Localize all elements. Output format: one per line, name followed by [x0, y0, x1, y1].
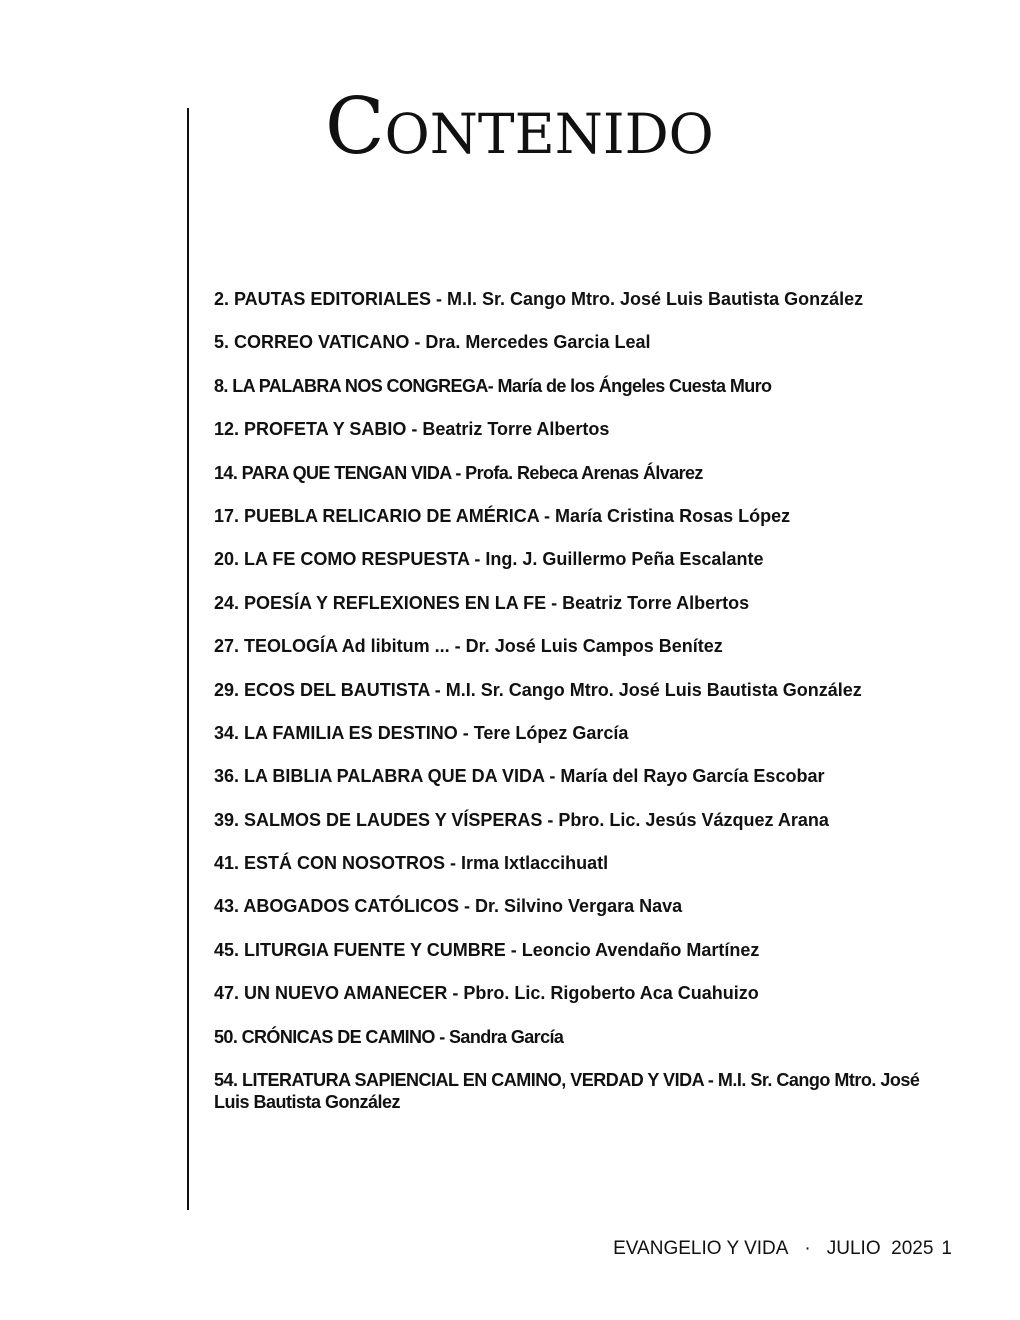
toc-entry: 39. SALMOS DE LAUDES Y VÍSPERAS - Pbro. Lic. Jesús Vázquez Arana	[214, 809, 829, 830]
page-footer	[613, 1238, 952, 1260]
vertical-rule	[187, 108, 189, 1210]
toc-entry: 24. POESÍA Y REFLEXIONES EN LA FE - Beatriz Torre Albertos	[214, 592, 750, 613]
toc-entry: 29. ECOS DEL BAUTISTA - M.I. Sr. Cango Mtro. José Luis Bautista González	[214, 679, 862, 700]
toc-entry: 36. LA BIBLIA PALABRA QUE DA VIDA - María del Rayo García Escobar	[214, 766, 825, 787]
toc-entry: 27. TEOLOGÍA Ad libitum ... - Dr. José Luis Campos Benítez	[214, 636, 723, 657]
footer-separator: ·	[804, 1238, 811, 1259]
toc-entry: 2. PAUTAS EDITORIALES - M.I. Sr. Cango Mtro. José Luis Bautista González	[214, 289, 864, 309]
toc-entry: 41. ESTÁ CON NOSOTROS - Irma Ixtlaccihuatl	[214, 853, 609, 874]
footer-publication: EVANGELIO Y VIDA	[613, 1238, 789, 1259]
table-of-contents	[214, 288, 974, 1134]
toc-entry: 54. LITERATURA SAPIENCIAL EN CAMINO, VERDAD Y VIDA - M.I. Sr. Cango Mtro. José Luis Bautista González	[214, 1070, 920, 1113]
toc-entry: 14. PARA QUE TENGAN VIDA - Profa. Rebeca Arenas Álvarez	[214, 462, 703, 483]
toc-entry: 5. CORREO VATICANO - Dra. Mercedes Garcia Leal	[214, 332, 651, 353]
toc-entry: 45. LITURGIA FUENTE Y CUMBRE - Leoncio Avendaño Martínez	[214, 939, 760, 960]
toc-entry: 17. PUEBLA RELICARIO DE AMÉRICA - María Cristina Rosas López	[214, 505, 791, 526]
toc-entry: 8. LA PALABRA NOS CONGREGA- María de los Ángeles Cuesta Muro	[214, 375, 772, 396]
page-title: Contenido	[325, 82, 714, 172]
toc-entry: 34. LA FAMILIA ES DESTINO - Tere López García	[214, 722, 629, 743]
footer-issue: JULIO 2025	[826, 1238, 934, 1259]
toc-entry: 50. CRÓNICAS DE CAMINO - Sandra García	[214, 1026, 564, 1047]
toc-entry: 47. UN NUEVO AMANECER - Pbro. Lic. Rigoberto Aca Cuahuizo	[214, 983, 759, 1004]
toc-entry: 20. LA FE COMO RESPUESTA - Ing. J. Guillermo Peña Escalante	[214, 549, 764, 570]
page-number: 1	[941, 1238, 952, 1259]
toc-entry: 12. PROFETA Y SABIO - Beatriz Torre Albertos	[214, 419, 610, 440]
toc-entry: 43. ABOGADOS CATÓLICOS - Dr. Silvino Vergara Nava	[214, 896, 683, 917]
